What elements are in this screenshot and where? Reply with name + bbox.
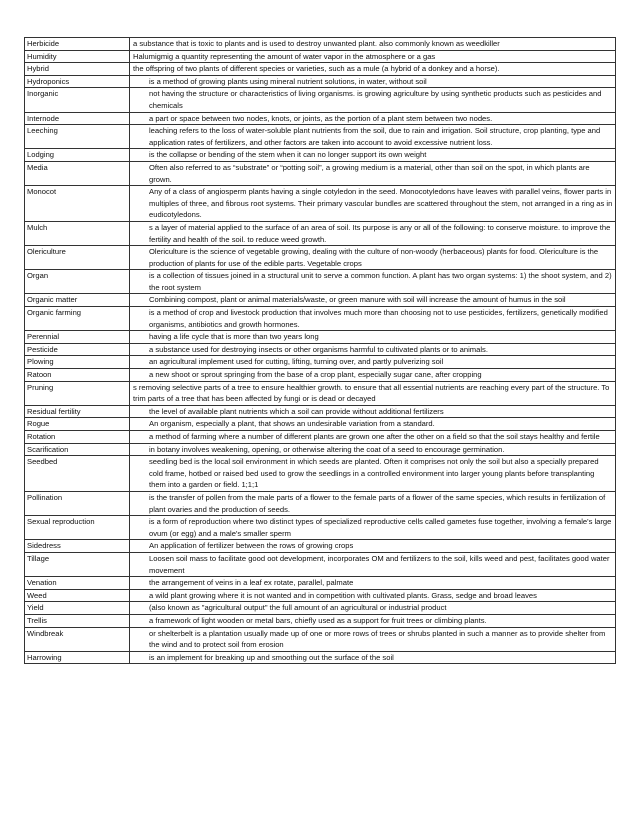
definition-cell: a part or space between two nodes, knots, or joints, as the portion of a plant stem between two nodes. <box>130 112 616 125</box>
table-row <box>25 602 616 615</box>
term-cell: Organ <box>25 270 130 294</box>
term-cell: Tillage <box>25 552 130 576</box>
term-cell: Humidity <box>25 50 130 63</box>
definition-cell: is the collapse or bending of the stem when it can no longer support its own weight <box>130 149 616 162</box>
term-cell: Venation <box>25 577 130 590</box>
term-cell: Olericulture <box>25 246 130 270</box>
table-row <box>25 418 616 431</box>
definition-cell: is the transfer of pollen from the male parts of a flower to the female parts of a flower of the same species, which results in fertilization of plant ovaries and the production of seeds. <box>130 491 616 515</box>
term-cell: Herbicide <box>25 38 130 51</box>
definition-cell: is a method of growing plants using mineral nutrient solutions, in water, without soil <box>130 75 616 88</box>
term-cell: Seedbed <box>25 456 130 492</box>
definition-cell: Halumigmig a quantity representing the amount of water vapor in the atmosphere or a gas <box>130 50 616 63</box>
table-row <box>25 651 616 664</box>
table-row <box>25 307 616 331</box>
definition-cell: leaching refers to the loss of water-soluble plant nutrients from the soil, due to rain and irrigation. Soil structure, crop planting, type and application rates of fertilizers, and other factors are taken into account to avoid excessive nutrient loss. <box>130 125 616 149</box>
term-cell: Media <box>25 161 130 185</box>
definition-cell: Olericulture is the science of vegetable growing, dealing with the culture of non-woody (herbaceous) plants for food. Olericulture is the production of plants for use of the edible parts. Vegetable crops <box>130 246 616 270</box>
definition-cell: a framework of light wooden or metal bars, chiefly used as a support for fruit trees or climbing plants. <box>130 614 616 627</box>
glossary-table <box>24 37 616 664</box>
table-row <box>25 431 616 444</box>
table-row <box>25 540 616 553</box>
definition-cell: the arrangement of veins in a leaf ex rotate, parallel, palmate <box>130 577 616 590</box>
definition-cell: a method of farming where a number of different plants are grown one after the other on a field so that the soil stays healthy and fertile <box>130 431 616 444</box>
term-cell: Inorganic <box>25 88 130 112</box>
definition-cell: in botany involves weakening, opening, or otherwise altering the coat of a seed to encourage germination. <box>130 443 616 456</box>
definition-cell: (also known as "agricultural output" the full amount of an agricultural or industrial product <box>130 602 616 615</box>
definition-cell: Often also referred to as “substrate” or “potting soil”, a growing medium is a material, other than soil on the spot, in which plants are grown. <box>130 161 616 185</box>
term-cell: Lodging <box>25 149 130 162</box>
definition-cell: a substance used for destroying insects or other organisms harmful to cultivated plants or to animals. <box>130 343 616 356</box>
table-row <box>25 186 616 222</box>
term-cell: Organic matter <box>25 294 130 307</box>
table-row <box>25 270 616 294</box>
definition-cell: Combining compost, plant or animal materials/waste, or green manure with soil will increase the amount of humus in the soil <box>130 294 616 307</box>
term-cell: Trellis <box>25 614 130 627</box>
definition-cell: the level of available plant nutrients which a soil can provide without additional fertilizers <box>130 405 616 418</box>
table-row <box>25 627 616 651</box>
term-cell: Sexual reproduction <box>25 516 130 540</box>
definition-cell: a wild plant growing where it is not wanted and in competition with cultivated plants. Grass, sedge and broad leaves <box>130 589 616 602</box>
table-row <box>25 456 616 492</box>
term-cell: Hydroponics <box>25 75 130 88</box>
definition-cell: is a method of crop and livestock production that involves much more than choosing not to use pesticides, fertilizers, genetically modified organisms, antibiotics and growth hormones. <box>130 307 616 331</box>
definition-cell: s a layer of material applied to the surface of an area of soil. Its purpose is any or all of the following: to conserve moisture. to improve the fertility and health of the soil. to reduce weed growth. <box>130 221 616 245</box>
term-cell: Residual fertility <box>25 405 130 418</box>
table-row <box>25 614 616 627</box>
definition-cell: a substance that is toxic to plants and is used to destroy unwanted plant. also commonly known as weedkiller <box>130 38 616 51</box>
table-row <box>25 356 616 369</box>
definition-cell: not having the structure or characteristics of living organisms. is growing agriculture by using synthetic products such as pesticides and chemicals <box>130 88 616 112</box>
table-row <box>25 405 616 418</box>
definition-cell: is a form of reproduction where two distinct types of specialized reproductive cells called gametes fuse together, involving a female's large ovum (or egg) and a male's smaller sperm <box>130 516 616 540</box>
definition-cell: an agricultural implement used for cutting, lifting, turning over, and partly pulverizing soil <box>130 356 616 369</box>
definition-cell: An organism, especially a plant, that shows an undesirable variation from a standard. <box>130 418 616 431</box>
table-row <box>25 125 616 149</box>
term-cell: Rogue <box>25 418 130 431</box>
term-cell: Scarification <box>25 443 130 456</box>
definition-cell: the offspring of two plants of different species or varieties, such as a mule (a hybrid of a donkey and a horse). <box>130 63 616 76</box>
definition-cell: Loosen soil mass to facilitate good oot development, incorporates OM and fertilizers to the soil, kills weed and pest, facilitates good water movement <box>130 552 616 576</box>
table-row <box>25 88 616 112</box>
table-row <box>25 221 616 245</box>
table-row <box>25 331 616 344</box>
term-cell: Rotation <box>25 431 130 444</box>
term-cell: Internode <box>25 112 130 125</box>
definition-cell: seedling bed is the local soil environment in which seeds are planted. Often it comprises not only the soil but also a specially prepared cold frame, hotbed or raised bed used to grow the seedlings in a controlled environment into larger young plants before transplanting them into a garden or field. 1;1;1 <box>130 456 616 492</box>
term-cell: Plowing <box>25 356 130 369</box>
table-row <box>25 50 616 63</box>
term-cell: Sidedress <box>25 540 130 553</box>
table-row <box>25 112 616 125</box>
term-cell: Organic farming <box>25 307 130 331</box>
term-cell: Pesticide <box>25 343 130 356</box>
term-cell: Windbreak <box>25 627 130 651</box>
table-row <box>25 75 616 88</box>
table-row <box>25 63 616 76</box>
definition-cell: is an implement for breaking up and smoothing out the surface of the soil <box>130 651 616 664</box>
definition-cell: s removing selective parts of a tree to ensure healthier growth. to ensure that all essential nutrients are reaching every part of the structure. To trim parts of a tree that has been affected by fungi or is dead or decayed <box>130 381 616 405</box>
term-cell: Yield <box>25 602 130 615</box>
table-row <box>25 589 616 602</box>
term-cell: Hybrid <box>25 63 130 76</box>
definition-cell: An application of fertilizer between the rows of growing crops <box>130 540 616 553</box>
table-row <box>25 246 616 270</box>
term-cell: Leeching <box>25 125 130 149</box>
term-cell: Weed <box>25 589 130 602</box>
term-cell: Pollination <box>25 491 130 515</box>
table-row <box>25 381 616 405</box>
table-row <box>25 294 616 307</box>
table-row <box>25 491 616 515</box>
table-row <box>25 343 616 356</box>
table-row <box>25 369 616 382</box>
table-row <box>25 577 616 590</box>
term-cell: Pruning <box>25 381 130 405</box>
definition-cell: is a collection of tissues joined in a structural unit to serve a common function. A plant has two organ systems: 1) the shoot system, and 2) the root system <box>130 270 616 294</box>
table-row <box>25 149 616 162</box>
definition-cell: having a life cycle that is more than two years long <box>130 331 616 344</box>
definition-cell: a new shoot or sprout springing from the base of a crop plant, especially sugar cane, after cropping <box>130 369 616 382</box>
table-row <box>25 516 616 540</box>
definition-cell: or shelterbelt is a plantation usually made up of one or more rows of trees or shrubs planted in such a manner as to provide shelter from the wind and to protect soil from erosion <box>130 627 616 651</box>
term-cell: Ratoon <box>25 369 130 382</box>
term-cell: Harrowing <box>25 651 130 664</box>
term-cell: Perennial <box>25 331 130 344</box>
table-row <box>25 443 616 456</box>
table-row <box>25 38 616 51</box>
table-row <box>25 161 616 185</box>
term-cell: Monocot <box>25 186 130 222</box>
term-cell: Mulch <box>25 221 130 245</box>
table-row <box>25 552 616 576</box>
glossary-body <box>25 38 616 664</box>
definition-cell: Any of a class of angiosperm plants having a single cotyledon in the seed. Monocotyledons have leaves with parallel veins, flower parts in multiples of three, and fibrous root systems. Their primary vascular bundles are scattered throughout the stem, not arranged in a ring as in eudicotyledons. <box>130 186 616 222</box>
